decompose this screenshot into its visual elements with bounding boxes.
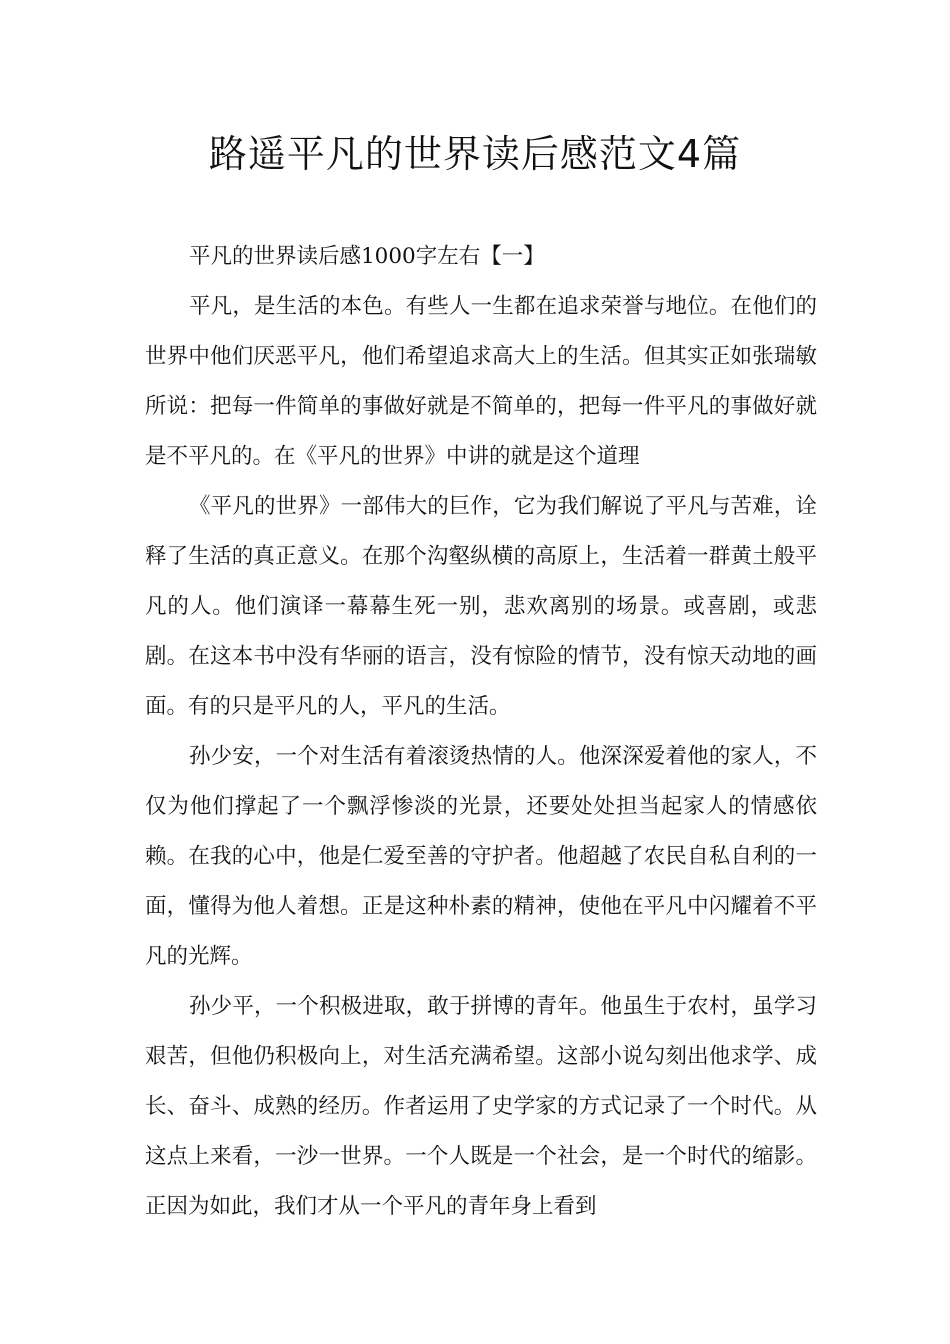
section-heading: 平凡的世界读后感1000字左右【一】 [189, 244, 545, 269]
paragraph-4: 孙少平，一个积极进取，敢于拼博的青年。他虽生于农村，虽学习艰苦，但他仍积极向上，对生活充满希望。这部小说勾刻出他求学、成长、奋斗、成熟的经历。作者运用了史学家的方式记录了一个时代。从这点上来看，一沙一世界。一个人既是一个社会，是一个时代的缩影。正因为如此，我们才从一个平凡的青年身上看到 [145, 994, 817, 1219]
document-body [145, 232, 817, 1232]
paragraph-1: 平凡，是生活的本色。有些人一生都在追求荣誉与地位。在他们的世界中他们厌恶平凡，他们希望追求高大上的生活。但其实正如张瑞敏所说：把每一件简单的事做好就是不简单的，把每一件平凡的事做好就是不平凡的。在《平凡的世界》中讲的就是这个道理 [145, 294, 817, 469]
paragraph-3: 孙少安，一个对生活有着滚烫热情的人。他深深爱着他的家人，不仅为他们撑起了一个飘浮惨淡的光景，还要处处担当起家人的情感依赖。在我的心中，他是仁爱至善的守护者。他超越了农民自私自利的一面，懂得为他人着想。正是这种朴素的精神，使他在平凡中闪耀着不平凡的光辉。 [145, 744, 817, 969]
paragraph-2: 《平凡的世界》一部伟大的巨作，它为我们解说了平凡与苦难，诠释了生活的真正意义。在那个沟壑纵横的高原上，生活着一群黄土般平凡的人。他们演译一幕幕生死一别，悲欢离别的场景。或喜剧，或悲剧。在这本书中没有华丽的语言，没有惊险的情节，没有惊天动地的画面。有的只是平凡的人，平凡的生活。 [145, 494, 817, 719]
document-title: 路遥平凡的世界读后感范文4篇 [208, 132, 742, 176]
